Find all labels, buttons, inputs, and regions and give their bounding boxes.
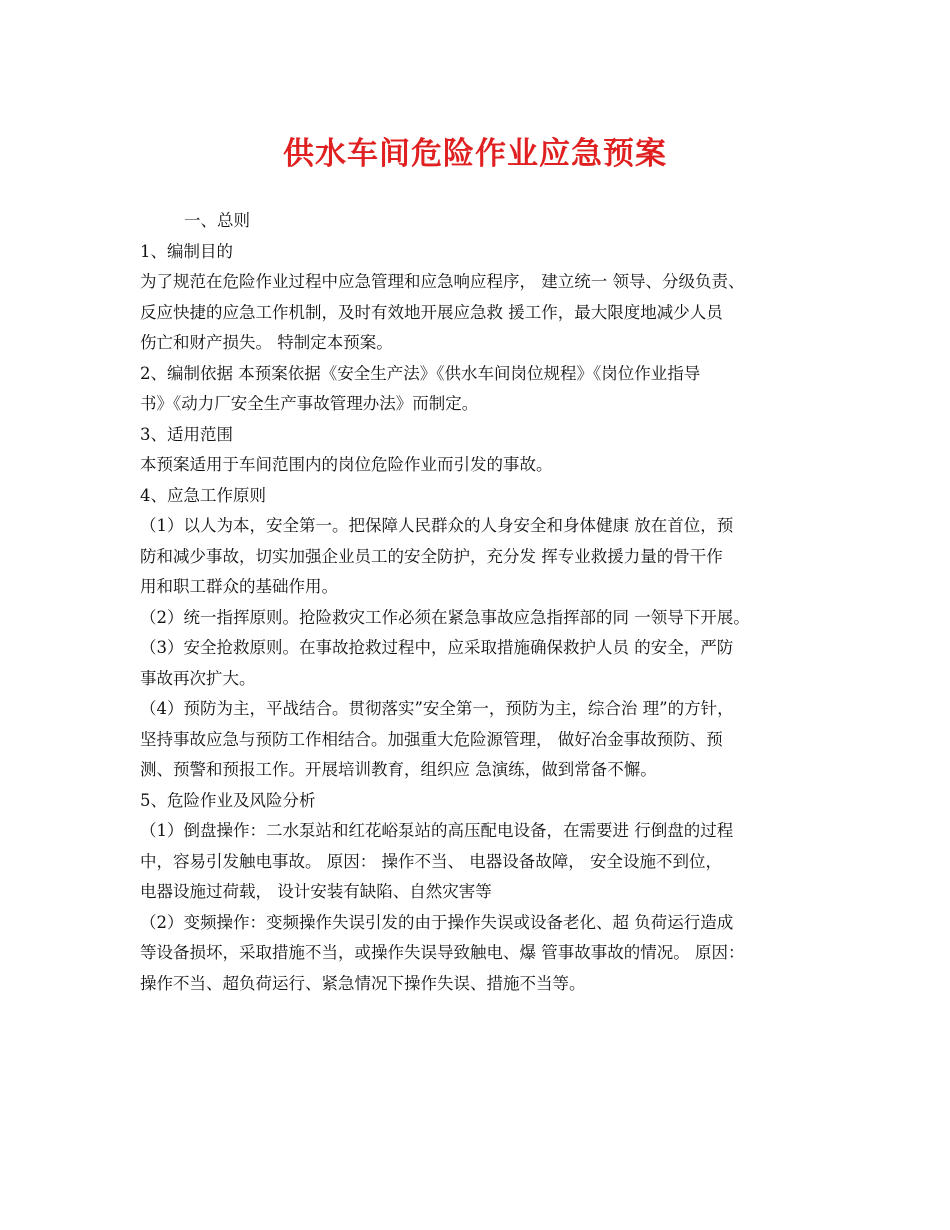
subsection-heading: 4、应急工作原则 [140,485,266,505]
list-item-line: （4）预防为主，平战结合。贯彻落实”安全第一，预防为主，综合治 理”的方针， [140,699,734,718]
section-heading: 一、总则 [184,211,250,230]
list-item-line: （1）以人为本，安全第一。把保障人民群众的人身安全和身体健康 放在首位，预 [140,516,734,535]
list-item-line: （2）变频操作：变频操作失误引发的由于操作失误或设备老化、超 负荷运行造成 [140,912,734,932]
paragraph-line: 事故再次扩大。 [140,668,256,688]
paragraph-line: 用和职工群众的基础作用。 [140,577,338,596]
paragraph-line: 等设备损坏，采取措施不当，或操作失误导致触电、爆 管事故事故的情况。 原因： [140,943,745,962]
paragraph-line: 书》《动力厂安全生产事故管理办法》而制定。 [140,394,479,413]
list-item-line: （3）安全抢救原则。在事故抢救过程中，应采取措施确保救护人员 的安全，严防 [140,638,734,657]
paragraph-line: 伤亡和财产损失。 特制定本预案。 [140,333,393,352]
subsection-heading: 2、编制依据 本预案依据《安全生产法》《供水车间岗位规程》《岗位作业指导 [140,363,701,383]
list-item-line: （1）倒盘操作：二水泵站和红花峪泵站的高压配电设备，在需要进 行倒盘的过程 [140,821,734,840]
paragraph-line: 电器设施过荷载， 设计安装有缺陷、自然灾害等 [140,882,492,901]
document-title: 供水车间危险作业应急预案 [283,136,667,172]
list-item-line: （2）统一指挥原则。抢险救灾工作必须在紧急事故应急指挥部的同 一领导下开展。 [140,607,750,627]
document-body [140,206,830,999]
subsection-heading: 1、编制目的 [140,241,233,261]
subsection-heading: 3、适用范围 [140,424,233,444]
paragraph-line: 坚持事故应急与预防工作相结合。加强重大危险源管理， 做好冶金事故预防、预 [140,729,723,749]
paragraph-line: 中，容易引发触电事故。 原因： 操作不当、 电器设备故障， 安全设施不到位， [140,851,722,871]
paragraph-line: 测、预警和预报工作。开展培训教育，组织应 急演练，做到常备不懈。 [140,760,657,779]
paragraph-line: 为了规范在危险作业过程中应急管理和应急响应程序， 建立统一 领导、分级负责、 [140,272,745,291]
paragraph-line: 反应快捷的应急工作机制，及时有效地开展应急救 援工作，最大限度地减少人员 [140,302,723,322]
subsection-heading: 5、危险作业及风险分析 [140,790,316,810]
paragraph-line: 防和减少事故，切实加强企业员工的安全防护，充分发 挥专业救援力量的骨干作 [140,546,723,566]
paragraph-line: 本预案适用于车间范围内的岗位危险作业而引发的事故。 [140,455,553,474]
paragraph-line: 操作不当、超负荷运行、紧急情况下操作失误、措施不当等。 [140,973,586,993]
